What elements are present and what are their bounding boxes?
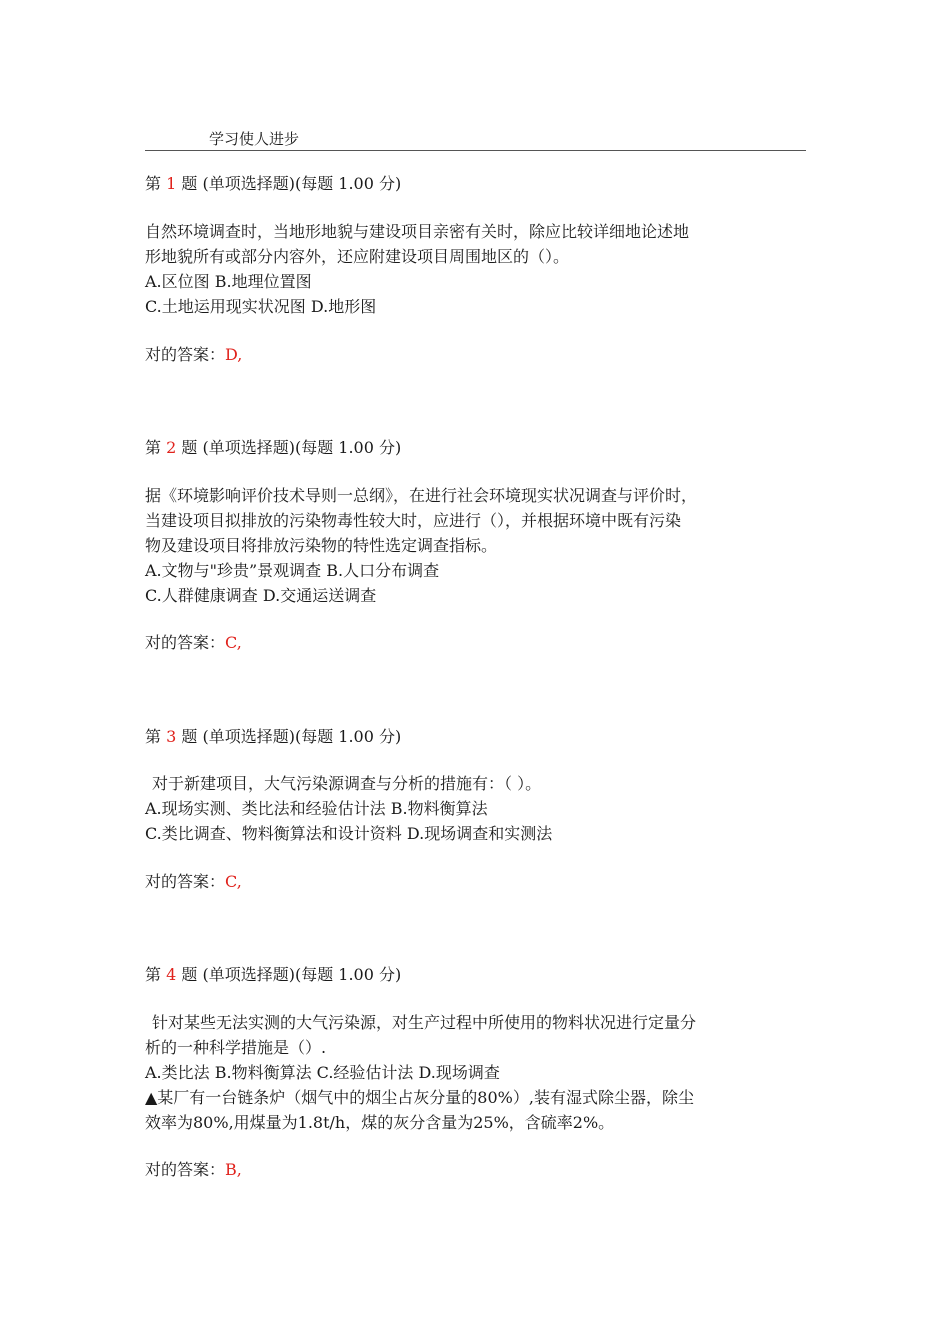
question-prefix: 第 <box>145 438 162 457</box>
answer-value: C, <box>225 872 242 891</box>
answer-prefix: 对的答案： <box>145 633 226 652</box>
question-number: 1 <box>166 174 177 193</box>
question-2-option-cd: C.人群健康调查 D.交通运送调查 <box>145 586 377 605</box>
question-2-line-2: 当建设项目拟排放的污染物毒性较大时，应进行（），并根据环境中既有污染 <box>145 511 682 530</box>
question-2-line-1: 据《环境影响评价技术导则一总纲》，在进行社会环境现实状况调查与评价时， <box>145 486 698 505</box>
header-text: 学习使人进步 <box>209 130 300 148</box>
question-3-option-ab: A.现场实测、类比法和经验估计法 B.物料衡算法 <box>145 799 488 818</box>
question-1-title <box>145 174 401 194</box>
question-1-answer <box>145 345 242 365</box>
question-4-options: A.类比法 B.物料衡算法 C.经验估计法 D.现场调查 <box>145 1063 500 1082</box>
question-2-line-3: 物及建设项目将排放污染物的特性选定调查指标。 <box>145 536 498 555</box>
question-suffix: 题 (单项选择题)(每题 1.00 分) <box>181 438 402 457</box>
question-4-line-2: 析的一种科学措施是（）. <box>145 1038 327 1057</box>
question-1-line-1: 自然环境调查时，当地形地貌与建设项目亲密有关时，除应比较详细地论述地 <box>145 222 690 241</box>
question-suffix: 题 (单项选择题)(每题 1.00 分) <box>181 174 402 193</box>
question-2-title <box>145 438 401 458</box>
question-prefix: 第 <box>145 174 162 193</box>
answer-prefix: 对的答案： <box>145 1160 226 1179</box>
question-2-answer <box>145 633 242 653</box>
question-1-option-ab: A.区位图 B.地理位置图 <box>145 272 312 291</box>
question-3-option-cd: C.类比调查、物料衡算法和设计资料 D.现场调查和实测法 <box>145 824 553 843</box>
question-number: 2 <box>166 438 177 457</box>
question-prefix: 第 <box>145 965 162 984</box>
question-4-answer <box>145 1160 242 1180</box>
question-suffix: 题 (单项选择题)(每题 1.00 分) <box>181 727 402 746</box>
answer-value: D, <box>225 345 243 364</box>
answer-prefix: 对的答案： <box>145 345 226 364</box>
question-1-line-2: 形地貌所有或部分内容外，还应附建设项目周围地区的（）。 <box>145 247 570 266</box>
answer-value: C, <box>225 633 242 652</box>
question-4-case-line-2: 效率为80%,用煤量为1.8t/h，煤的灰分含量为25%，含硫率2%。 <box>145 1113 615 1132</box>
question-4-case-line-1: ▲某厂有一台链条炉（烟气中的烟尘占灰分量的80%）,装有湿式除尘器，除尘 <box>145 1088 694 1107</box>
question-number: 3 <box>166 727 177 746</box>
question-3-title <box>145 727 401 747</box>
question-3-line-1: 对于新建项目，大气污染源调查与分析的措施有：（ ）。 <box>152 774 542 793</box>
question-4-line-1: 针对某些无法实测的大气污染源，对生产过程中所使用的物料状况进行定量分 <box>152 1013 697 1032</box>
question-3-answer <box>145 872 242 892</box>
answer-value: B, <box>225 1160 242 1179</box>
question-number: 4 <box>166 965 177 984</box>
answer-prefix: 对的答案： <box>145 872 226 891</box>
question-1-option-cd: C.土地运用现实状况图 D.地形图 <box>145 297 377 316</box>
question-4-title <box>145 965 401 985</box>
question-prefix: 第 <box>145 727 162 746</box>
page-header <box>145 126 806 151</box>
question-2-option-ab: A.文物与"珍贵”景观调查 B.人口分布调查 <box>145 561 440 580</box>
question-suffix: 题 (单项选择题)(每题 1.00 分) <box>181 965 402 984</box>
